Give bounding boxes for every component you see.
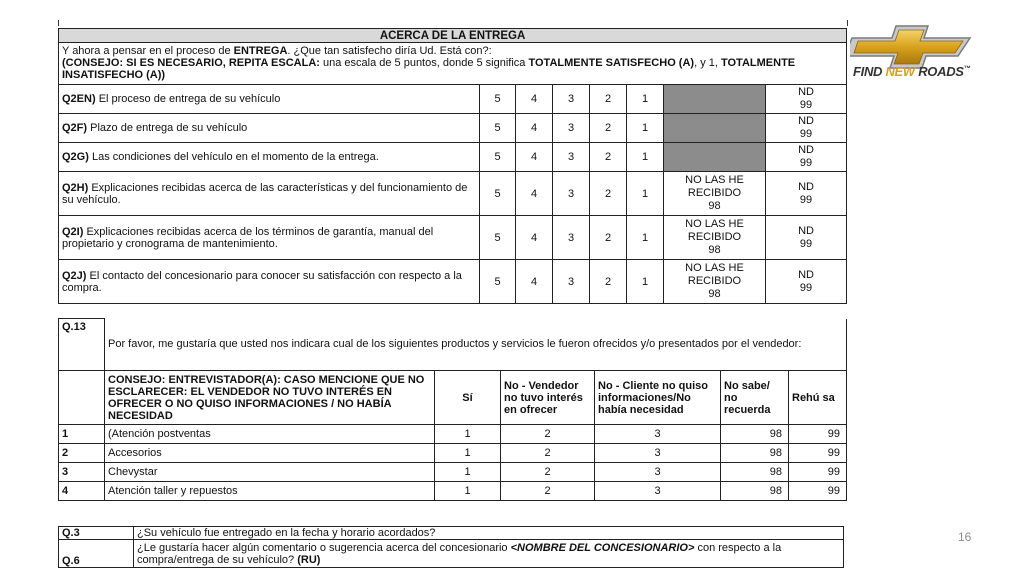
q3-q6-table xyxy=(58,526,844,568)
scale-option[interactable]: 1 xyxy=(627,260,664,304)
q13-row-number: 2 xyxy=(59,444,105,463)
q13-answer-option[interactable]: 3 xyxy=(595,482,721,501)
scale-option[interactable]: 5 xyxy=(480,143,516,172)
q13-code: Q.13 xyxy=(59,319,105,371)
scale-option[interactable]: 2 xyxy=(590,114,627,143)
q3-code: Q.3 xyxy=(59,527,134,540)
q13-answer-option[interactable]: 2 xyxy=(501,444,595,463)
q13-answer-option[interactable]: 98 xyxy=(721,444,789,463)
q13-header-no-sabe: No sabe/ no recuerda xyxy=(721,371,789,425)
scale-option[interactable]: 2 xyxy=(590,216,627,260)
nd-option[interactable]: ND 99 xyxy=(766,143,847,172)
scale-option[interactable]: 5 xyxy=(480,114,516,143)
q13-row xyxy=(59,482,847,501)
delivery-satisfaction-table xyxy=(58,28,847,304)
scale-option[interactable]: 3 xyxy=(553,114,590,143)
scale-option[interactable]: 4 xyxy=(516,85,553,114)
scale-option[interactable]: 3 xyxy=(553,172,590,216)
q13-row-number: 4 xyxy=(59,482,105,501)
scale-option[interactable]: 5 xyxy=(480,172,516,216)
q13-table xyxy=(58,318,847,501)
q13-answer-option[interactable]: 1 xyxy=(435,463,501,482)
q6-code: Q.6 xyxy=(59,540,134,568)
q13-answer-option[interactable]: 2 xyxy=(501,425,595,444)
question-text: Q2EN) El proceso de entrega de su vehículo xyxy=(59,85,480,114)
gray-blocked-cell xyxy=(664,85,766,114)
scale-option[interactable]: 1 xyxy=(627,143,664,172)
q13-row-number: 1 xyxy=(59,425,105,444)
question-row xyxy=(59,85,847,114)
q13-answer-option[interactable]: 98 xyxy=(721,482,789,501)
q13-answer-option[interactable]: 99 xyxy=(789,463,847,482)
nd-option[interactable]: ND 99 xyxy=(766,260,847,304)
scale-option[interactable]: 2 xyxy=(590,143,627,172)
q13-answer-option[interactable]: 98 xyxy=(721,463,789,482)
q13-answer-option[interactable]: 1 xyxy=(435,425,501,444)
nd-option[interactable]: ND 99 xyxy=(766,172,847,216)
scale-option[interactable]: 1 xyxy=(627,114,664,143)
nd-option[interactable]: ND 99 xyxy=(766,85,847,114)
nd-option[interactable]: ND 99 xyxy=(766,114,847,143)
scale-option[interactable]: 3 xyxy=(553,260,590,304)
scale-option[interactable]: 5 xyxy=(480,85,516,114)
scale-option[interactable]: 1 xyxy=(627,172,664,216)
scale-option[interactable]: 1 xyxy=(627,216,664,260)
q13-answer-option[interactable]: 99 xyxy=(789,482,847,501)
scale-option[interactable]: 1 xyxy=(627,85,664,114)
q13-row xyxy=(59,463,847,482)
q13-row-label: Accesorios xyxy=(105,444,435,463)
scale-option[interactable]: 3 xyxy=(553,216,590,260)
nd-option[interactable]: ND 99 xyxy=(766,216,847,260)
q13-answer-option[interactable]: 99 xyxy=(789,425,847,444)
q13-answer-option[interactable]: 2 xyxy=(501,482,595,501)
q13-row-number: 3 xyxy=(59,463,105,482)
question-text: Q2I) Explicaciones recibidas acerca de los términos de garantía, manual del propietario y cronograma de mantenimiento. xyxy=(59,216,480,260)
q13-header-no-cliente: No - Cliente no quiso informaciones/No había necesidad xyxy=(595,371,721,425)
q13-header-no-vendedor: No - Vendedor no tuvo interés en ofrecer xyxy=(501,371,595,425)
scale-option[interactable]: 2 xyxy=(590,172,627,216)
q13-row-label: (Atención postventas xyxy=(105,425,435,444)
scale-option[interactable]: 5 xyxy=(480,216,516,260)
q13-row xyxy=(59,425,847,444)
scale-option[interactable]: 3 xyxy=(553,143,590,172)
q13-answer-option[interactable]: 3 xyxy=(595,463,721,482)
q13-answer-option[interactable]: 3 xyxy=(595,425,721,444)
q13-answer-option[interactable]: 1 xyxy=(435,444,501,463)
q13-answer-option[interactable]: 1 xyxy=(435,482,501,501)
q13-header-rehusa: Rehú sa xyxy=(789,371,847,425)
question-row xyxy=(59,172,847,216)
question-row xyxy=(59,143,847,172)
scale-option[interactable]: 4 xyxy=(516,143,553,172)
not-received-option[interactable]: NO LAS HE RECIBIDO 98 xyxy=(664,260,766,304)
question-row xyxy=(59,260,847,304)
brand-tagline: FIND NEW ROADS™ xyxy=(853,64,971,79)
cropped-table-edge xyxy=(58,20,848,26)
question-text: Q2H) Explicaciones recibidas acerca de las características y del funcionamiento de su vehículo. xyxy=(59,172,480,216)
scale-option[interactable]: 5 xyxy=(480,260,516,304)
q13-row xyxy=(59,444,847,463)
scale-option[interactable]: 4 xyxy=(516,172,553,216)
intro-text: Y ahora a pensar en el proceso de ENTREGA. ¿Que tan satisfecho diría Ud. Está con?: (CONSEJO: SI ES NECESARIO, REPITA ESCALA: una escala de 5 puntos, donde 5 significa TOTALMENTE SATISFECHO (A), y 1, TOTALMENTE INSATISFECHO (A)) xyxy=(59,43,847,85)
q13-answer-option[interactable]: 2 xyxy=(501,463,595,482)
q13-row-label: Atención taller y repuestos xyxy=(105,482,435,501)
question-row xyxy=(59,114,847,143)
scale-option[interactable]: 4 xyxy=(516,260,553,304)
question-text: Q2G) Las condiciones del vehículo en el momento de la entrega. xyxy=(59,143,480,172)
q13-answer-option[interactable]: 99 xyxy=(789,444,847,463)
q6-text: ¿Le gustaría hacer algún comentario o sugerencia acerca del concesionario <NOMBRE DEL CONCESIONARIO> con respecto a la compra/entrega de su vehículo? (RU) xyxy=(134,540,844,568)
q13-row-label: Chevystar xyxy=(105,463,435,482)
scale-option[interactable]: 4 xyxy=(516,216,553,260)
page-number: 16 xyxy=(958,530,972,544)
not-received-option[interactable]: NO LAS HE RECIBIDO 98 xyxy=(664,172,766,216)
question-row xyxy=(59,216,847,260)
scale-option[interactable]: 2 xyxy=(590,260,627,304)
not-received-option[interactable]: NO LAS HE RECIBIDO 98 xyxy=(664,216,766,260)
q3-text: ¿Su vehículo fue entregado en la fecha y horario acordados? xyxy=(134,527,844,540)
gray-blocked-cell xyxy=(664,114,766,143)
question-text: Q2F) Plazo de entrega de su vehículo xyxy=(59,114,480,143)
question-text: Q2J) El contacto del concesionario para conocer su satisfacción con respecto a la compra. xyxy=(59,260,480,304)
q13-consejo: CONSEJO: ENTREVISTADOR(A): CASO MENCIONE QUE NO ESCLARECER: EL VENDEDOR NO TUVO INTERÉS EN OFRECER O NO QUISO INFORMACIONES / NO HABÍA NECESIDAD xyxy=(105,371,435,425)
scale-option[interactable]: 3 xyxy=(553,85,590,114)
q13-answer-option[interactable]: 3 xyxy=(595,444,721,463)
scale-option[interactable]: 2 xyxy=(590,85,627,114)
gray-blocked-cell xyxy=(664,143,766,172)
q13-answer-option[interactable]: 98 xyxy=(721,425,789,444)
q13-consejo-spacer xyxy=(59,371,105,425)
section-title: ACERCA DE LA ENTREGA xyxy=(59,29,847,43)
scale-option[interactable]: 4 xyxy=(516,114,553,143)
q13-header-si: Sí xyxy=(435,371,501,425)
q13-prompt: Por favor, me gustaría que usted nos indicara cual de los siguientes productos y servicios le fueron ofrecidos y/o presentados por el vendedor: xyxy=(105,319,847,371)
